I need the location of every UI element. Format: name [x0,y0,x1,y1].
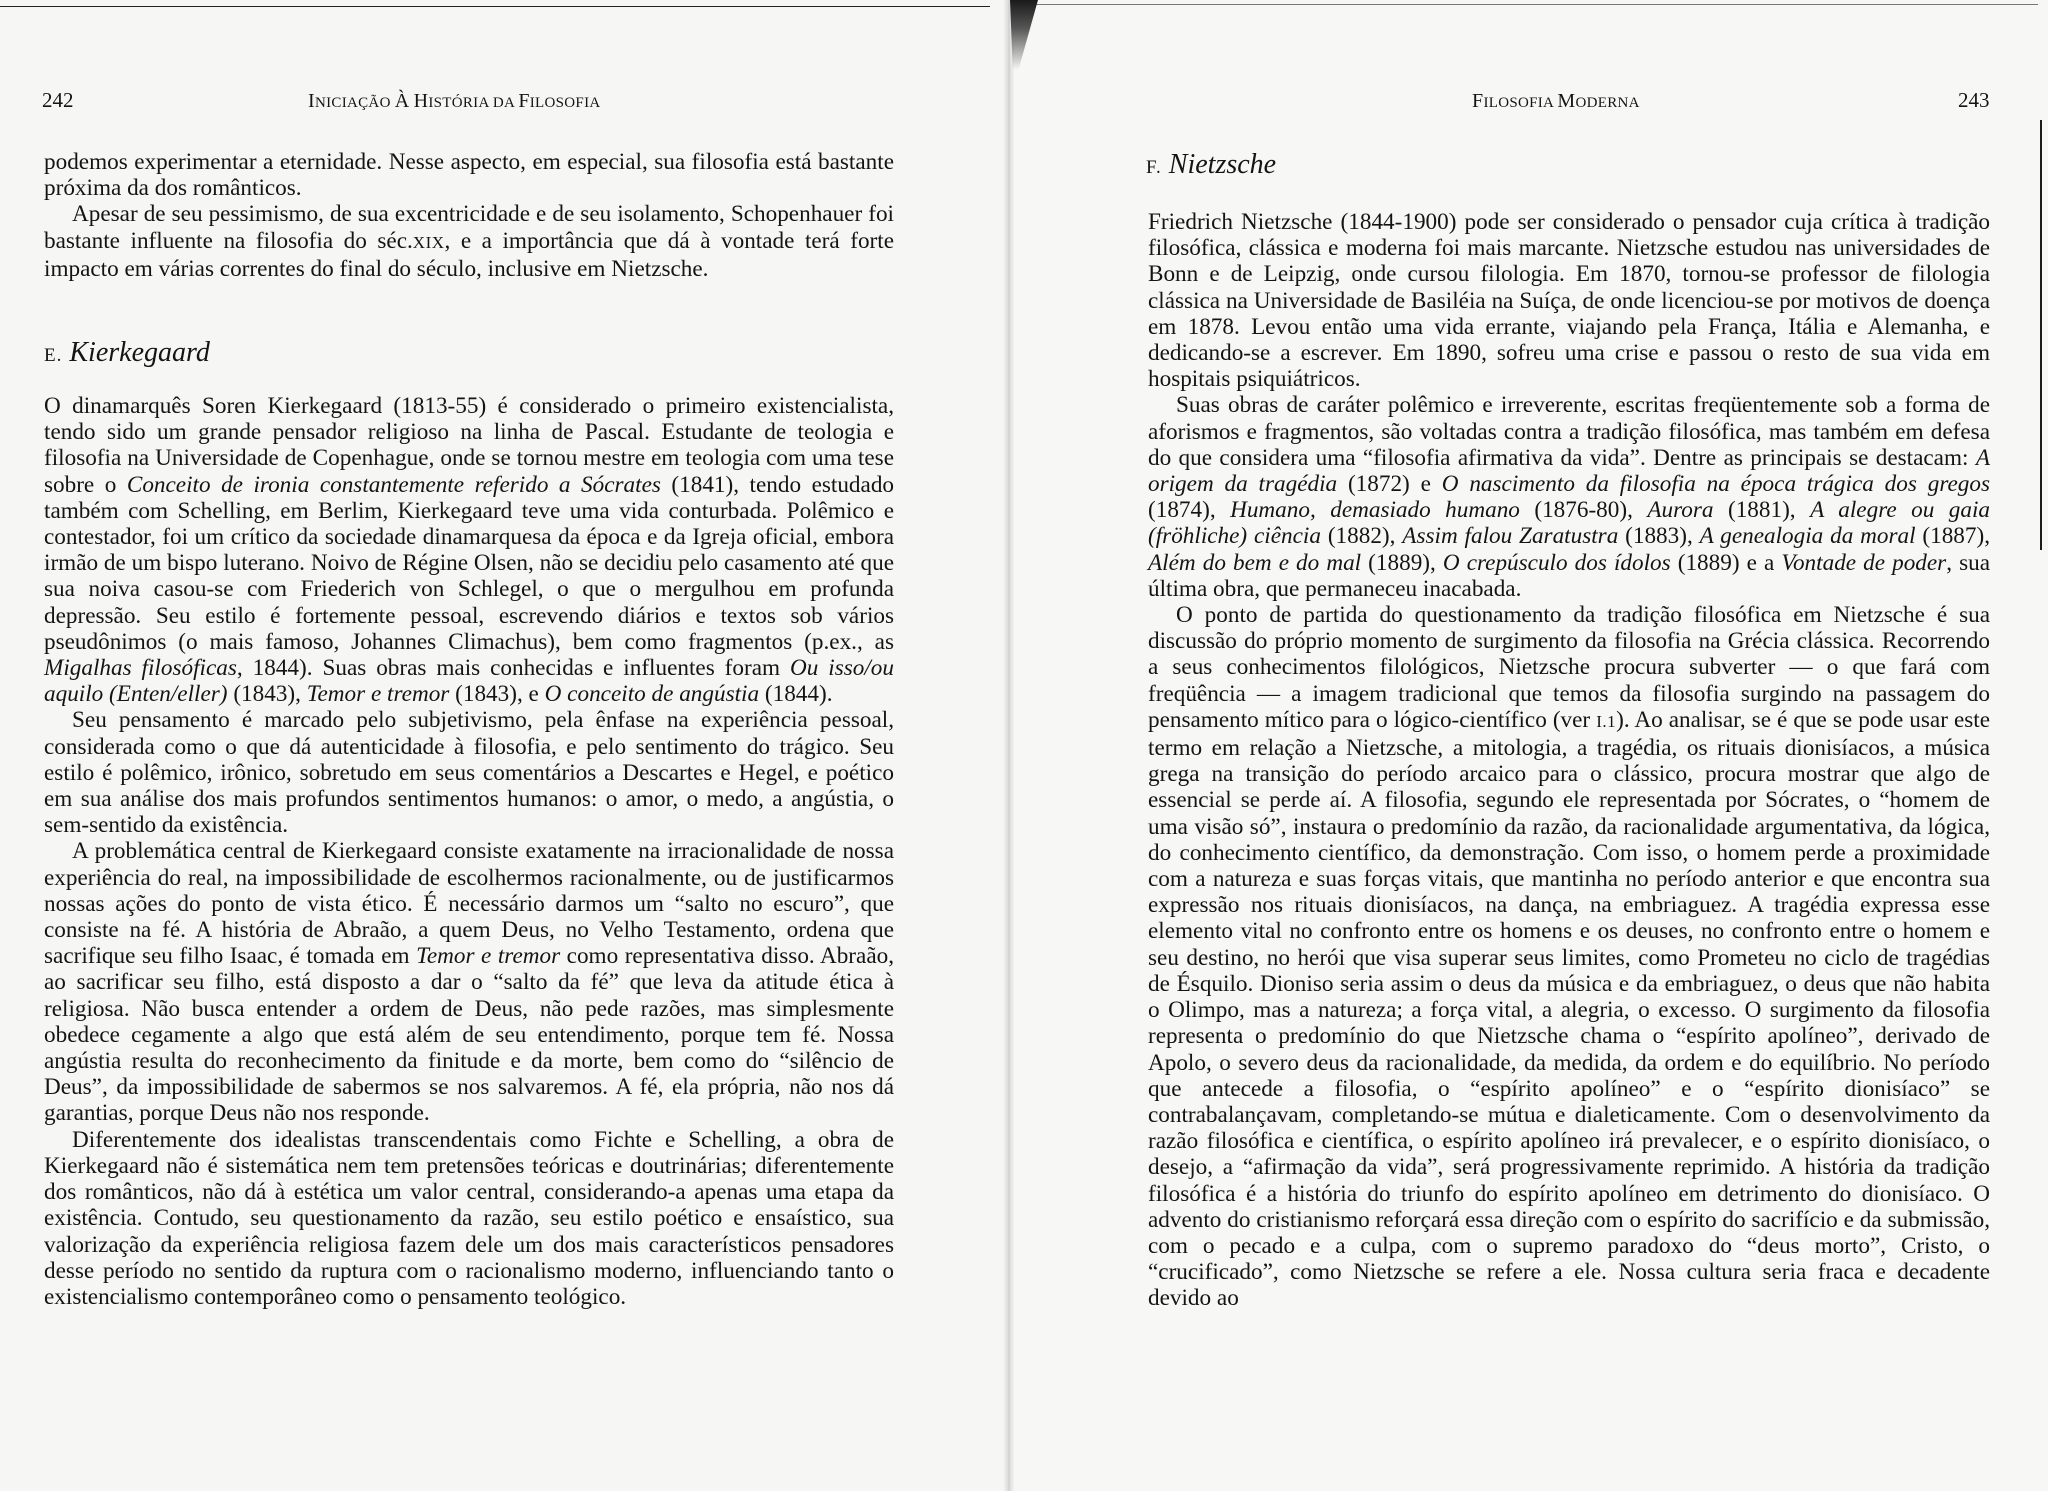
paragraph: A problemática central de Kierkegaard consiste exatamente na irracionalidade de nossa experiência do real, na impossibilidade de escolhermos racionalmente, ou de justificarmos nossas ações do ponto de vista ético. É necessário darmos um “salto no escuro”, que consiste na fé. A história de Abraão, a quem Deus, no Velho Testamento, ordena que sacrifique seu filho Isaac, é tomada em Temor e tremor como representativa disso. Abraão, ao sacrificar seu filho, está disposto a dar o “salto da fé” que leva da atitude ética à religiosa. Não busca entender a ordem de Deus, não pede razões, mas simplesmente obedece cegamente a algo que está além de seu entendimento, porque tem fé. Nossa angústia resulta do reconhecimento da finitude e da morte, bem como do “silêncio de Deus”, da impossibilidade de sabermos se nos salvaremos. A fé, ela própria, não nos dá garantias, porque Deus não nos responde. [44,838,895,1127]
section-heading-kierkegaard: E. Kierkegaard [44,337,210,368]
paragraph: Diferentemente dos idealistas transcendentais como Fichte e Schelling, a obra de Kierkegaard não é sistemática nem tem pretensões teóricas e doutrinárias; diferentemente dos românticos, não dá à estética um valor central, considerando-a apenas uma etapa da existência. Contudo, seu questionamento da razão, seu estilo poético e ensaístico, sua valorização da experiência religiosa fazem dele um dos mais característicos pensadores desse período no sentido da ruptura com o racionalismo moderno, influenciando tanto o existencialismo contemporâneo como o pensamento teológico. [44,1126,894,1310]
paragraph: Suas obras de caráter polêmico e irreverente, escritas freqüentemente sob a forma de aforismos e fragmentos, são voltadas contra a tradição filosófica, mas também em defesa do que considera uma “filosofia afirmativa da vida”. Dentre as principais se destacam: A origem da tragédia (1872) e O nascimento da filosofia na época trágica dos gregos (1874), Humano, demasiado humano (1876-80), Aurora (1881), A alegre ou gaia (fröhliche) ciência (1882), Assim falou Zaratustra (1883), A genealogia da moral (1887), Além do bem e do mal (1889), O crepúsculo dos ídolos (1889) e a Vontade de poder, sua última obra, que permaneceu inacabada. [1148,392,1991,602]
left-body-main [44,393,894,1310]
paragraph: O dinamarquês Soren Kierkegaard (1813-55) é considerado o primeiro existencialista, tendo sido um grande pensador religioso na linha de Pascal. Estudante de teologia e filosofia na Universidade de Copenhague, onde se tornou mestre em teologia com uma tese sobre o Conceito de ironia constantemente referido a Sócrates (1841), tendo estudado também com Schelling, em Berlim, Kierkegaard teve uma vida conturbada. Polêmico e contestador, foi um crítico da sociedade dinamarquesa da época e da Igreja oficial, embora irmão de um bispo luterano. Noivo de Régine Olsen, não se decidiu pelo casamento até que sua noiva casou-se com Friederich von Schlegel, o que o mergulhou em profunda depressão. Seu estilo é fortemente pessoal, escrevendo diários e textos sob vários pseudônimos (o mais famoso, Johannes Climachus), bem como fragmentos (p.ex., as Migalhas filosóficas, 1844). Suas obras mais conhecidas e influentes foram Ou isso/ou aquilo (Enten/eller) (1843), Temor e tremor (1843), e O conceito de angústia (1844). [44,393,895,708]
paragraph: Apesar de seu pessimismo, de sua excentricidade e de seu isolamento, Schopenhauer foi bastante influente na filosofia do séc.XIX, e a importância que dá à vontade terá forte impacto em várias correntes do final do século, inclusive em Nietzsche. [44,201,894,282]
paragraph: Friedrich Nietzsche (1844-1900) pode ser considerado o pensador cuja crítica à tradição filosófica, clássica e moderna foi mais marcante. Nietzsche estudou nas universidades de Bonn e de Leipzig, onde cursou filologia. Em 1870, tornou-se professor de filologia clássica na Universidade de Basiléia na Suíça, de onde licenciou-se por motivos de doença em 1878. Levou então uma vida errante, viajando pela França, Itália e Alemanha, e dedicando-se a escrever. Em 1890, sofreu uma crise e passou o resto de sua vida em hospitais psiquiátricos. [1148,209,1990,393]
top-edge-line-right [1028,4,2038,5]
running-head-right: FILOSOFIA MODERNA [1472,90,1640,112]
paragraph: podemos experimentar a eternidade. Nesse aspecto, em especial, sua filosofia está bastante próxima da dos românticos. [44,149,894,202]
left-body-top [44,149,894,282]
book-spine [1004,0,1014,1491]
right-body-main [1148,209,1990,1312]
page-number-left: 242 [42,88,74,112]
page-edge-shadow [2040,120,2042,550]
section-heading-nietzsche: F. Nietzsche [1146,149,1277,180]
paragraph: O ponto de partida do questionamento da tradição filosófica em Nietzsche é sua discussão do próprio momento de surgimento da filosofia na Grécia clássica. Recorrendo a seus conhecimentos filológicos, Nietzsche procura subverter — o que fará com freqüência — a imagem tradicional que temos da filosofia surgindo na passagem do pensamento mítico para o lógico-científico (ver I.1). Ao analisar, se é que se pode usar este termo em relação a Nietzsche, a mitologia, a tragédia, os rituais dionisíacos, a música grega na transição do período arcaico para o clássico, procura mostrar que algo de essencial se perde aí. A filosofia, segundo ele representada por Sócrates, o “homem de uma visão só”, instaura o predomínio da razão, da racionalidade argumentativa, da lógica, do conhecimento científico, da demonstração. Com isso, o homem perde a proximidade com a natureza e suas forças vitais, que mantinha no período anterior e que encontra sua expressão nos rituais dionisíacos, na dança, na embriaguez. A tragédia expressa esse elemento vital no confronto entre os homens e os deuses, no confronto entre o homem e seu destino, no herói que visa superar seus limites, como Prometeu no ciclo de tragédias de Ésquilo. Dioniso seria assim o deus da música e da embriaguez, o deus que não habita o Olimpo, mas a natureza; a força vital, a alegria, o excesso. O surgimento da filosofia representa o predomínio do que Nietzsche chama o “espírito apolíneo”, derivado de Apolo, o severo deus da racionalidade, da medida, da ordem e do equilíbrio. No período que antecede a filosofia, o “espírito apolíneo” e o “espírito dionisíaco” se contrabalançavam, completando-se mútua e dialeticamente. Com o desenvolvimento da razão filosófica e científica, o espírito apolíneo irá prevalecer, e o espírito dionisíaco, o desejo, a “afirmação da vida”, será progressivamente reprimido. A história da tradição filosófica é a história do triunfo do espírito apolíneo em detrimento do dionisíaco. O advento do cristianismo reforçará essa direção com o espírito do sacrifício e da submissão, com o pecado e a culpa, com o supremo paradoxo do “deus morto”, Cristo, o “crucificado”, como Nietzsche se refere a ele. Nossa cultura seria fraca e decadente devido ao [1148,602,1990,1312]
page-number-right: 243 [1958,88,1990,112]
top-edge-line [0,6,990,7]
paragraph: Seu pensamento é marcado pelo subjetivismo, pela ênfase na experiência pessoal, considerada como o que dá autenticidade à filosofia, e pelo sentimento do trágico. Seu estilo é polêmico, irônico, sobretudo em seus comentários a Descartes e Hegel, e poético em sua análise dos mais profundos sentimentos humanos: o amor, o medo, a angústia, o sem-sentido da existência. [44,707,894,839]
running-head-left: INICIAÇÃO À HISTÓRIA DA FILOSOFIA [308,90,601,112]
